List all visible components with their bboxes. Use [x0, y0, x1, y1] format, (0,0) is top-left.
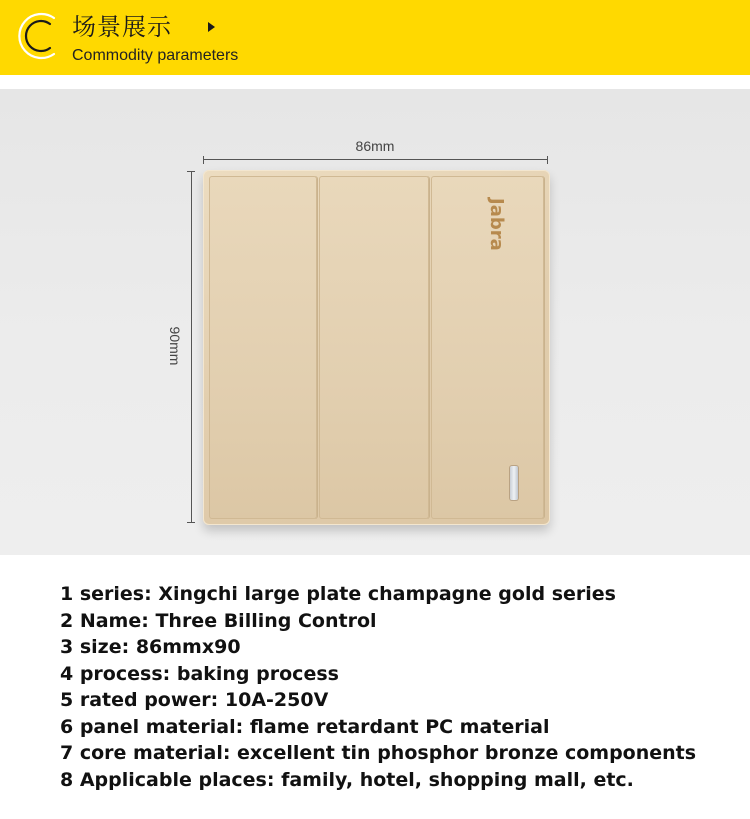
switch-key-left: [209, 176, 317, 519]
spec-item: 2 Name: Three Billing Control: [60, 609, 377, 632]
section-title: 场景展示: [72, 13, 172, 41]
spec-item: 5 rated power: 10A-250V: [60, 689, 329, 711]
spec-item: 6 panel material: flame retardant PC material: [60, 715, 550, 738]
spec-item: 7 core material: excellent tin phosphor bronze components: [60, 742, 697, 764]
section-subtitle: Commodity parameters: [72, 47, 239, 64]
height-dimension-label: 90mm: [167, 326, 183, 366]
width-dimension-label: 86mm: [355, 138, 395, 154]
spec-item: 3 size: 86mmx90: [60, 636, 241, 658]
height-dimension-line: [187, 171, 195, 523]
brand-logo: Jabra: [486, 198, 507, 251]
spec-item: 8 Applicable places: family, hotel, shopping mall, etc.: [60, 768, 634, 791]
switch-panel: [203, 170, 550, 525]
c-ring-logo-icon: [10, 8, 66, 64]
switch-key-middle: [319, 176, 429, 519]
spec-list: [60, 581, 740, 793]
spec-item: 1 series: Xingchi large plate champagne gold series: [60, 583, 616, 605]
width-dimension-line: [203, 156, 548, 164]
header-banner: [0, 0, 750, 75]
triangle-right-icon: [208, 22, 215, 32]
spec-item: 4 process: baking process: [60, 662, 339, 685]
indicator-light: [510, 466, 518, 500]
